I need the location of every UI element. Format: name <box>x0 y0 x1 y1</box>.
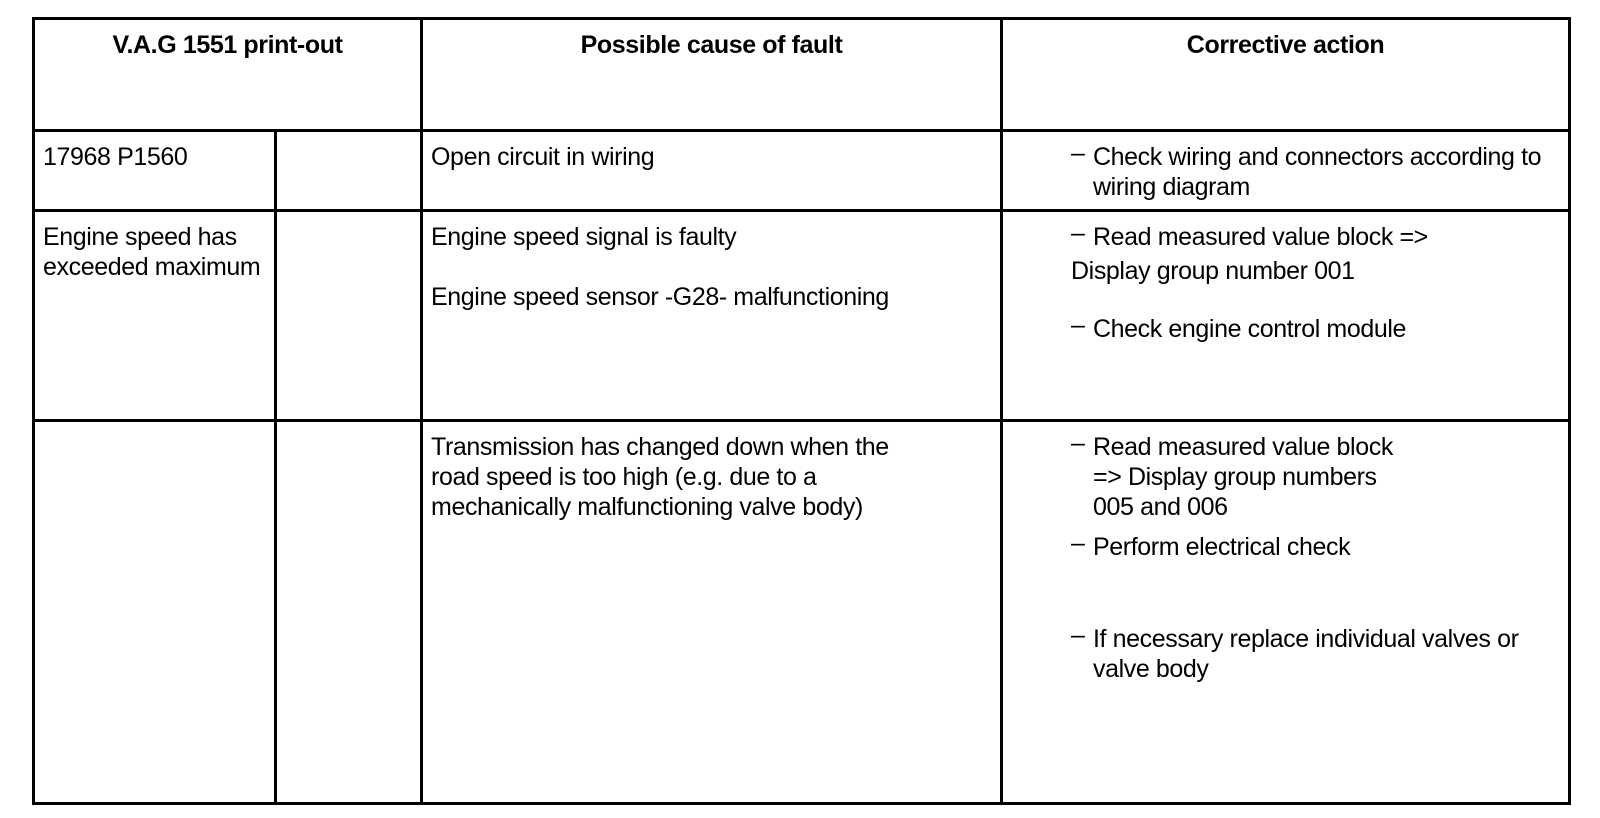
action-text: Read measured value block => <box>1093 223 1428 251</box>
printout-empty-cell <box>276 131 422 211</box>
action-list <box>1003 212 1568 344</box>
action-text: If necessary replace individual valves or valve body <box>1093 625 1519 683</box>
dash-bullet: – <box>1071 621 1085 649</box>
table-header-row <box>34 19 1570 131</box>
printout-empty-cell <box>276 421 422 804</box>
action-text: Check wiring and connectors according to wiring diagram <box>1093 143 1542 201</box>
printout-text <box>35 422 274 432</box>
action-text: Read measured value block => Display group numbers 005 and 006 <box>1093 433 1393 521</box>
action-item <box>1071 219 1560 286</box>
cause-cell <box>422 211 1002 421</box>
action-item <box>1071 429 1560 522</box>
action-text: Check engine control module <box>1093 315 1407 343</box>
action-item <box>1071 529 1560 562</box>
header-action: Corrective action <box>1002 19 1570 131</box>
printout-cell <box>34 211 276 421</box>
dash-bullet: – <box>1071 429 1085 457</box>
printout-empty-cell <box>276 211 422 421</box>
action-cell <box>1002 131 1570 211</box>
action-cell <box>1002 211 1570 421</box>
cause-cell <box>422 131 1002 211</box>
cause-text: Engine speed signal is faulty <box>431 223 737 251</box>
cause-text: Transmission has changed down when the road speed is too high (e.g. due to a mechanically malfunctioning valve body) <box>431 433 889 521</box>
table-row <box>34 131 1570 211</box>
fault-code: 17968 P1560 <box>43 143 188 171</box>
action-list <box>1003 422 1568 684</box>
cause-text: Open circuit in wiring <box>431 143 655 171</box>
printout-cell <box>34 421 276 804</box>
cause-cell <box>422 421 1002 804</box>
printout-cell <box>34 131 276 211</box>
header-cause: Possible cause of fault <box>422 19 1002 131</box>
action-item <box>1071 621 1560 684</box>
dash-bullet: – <box>1071 219 1085 247</box>
header-printout: V.A.G 1551 print-out <box>34 19 422 131</box>
table-row <box>34 211 1570 421</box>
dash-bullet: – <box>1071 311 1085 339</box>
fault-description: Engine speed has exceeded maximum <box>43 223 261 281</box>
action-cell <box>1002 421 1570 804</box>
action-item <box>1071 311 1560 344</box>
cause-text: Engine speed sensor -G28- malfunctioning <box>431 283 889 311</box>
action-text: Perform electrical check <box>1093 533 1351 561</box>
dash-bullet: – <box>1071 139 1085 167</box>
fault-table <box>32 17 1571 805</box>
action-continuation: Display group number 001 <box>1071 257 1355 285</box>
action-list <box>1003 132 1568 202</box>
dash-bullet: – <box>1071 529 1085 557</box>
table-row <box>34 421 1570 804</box>
action-item <box>1071 139 1560 202</box>
fault-table-container <box>32 17 1568 802</box>
